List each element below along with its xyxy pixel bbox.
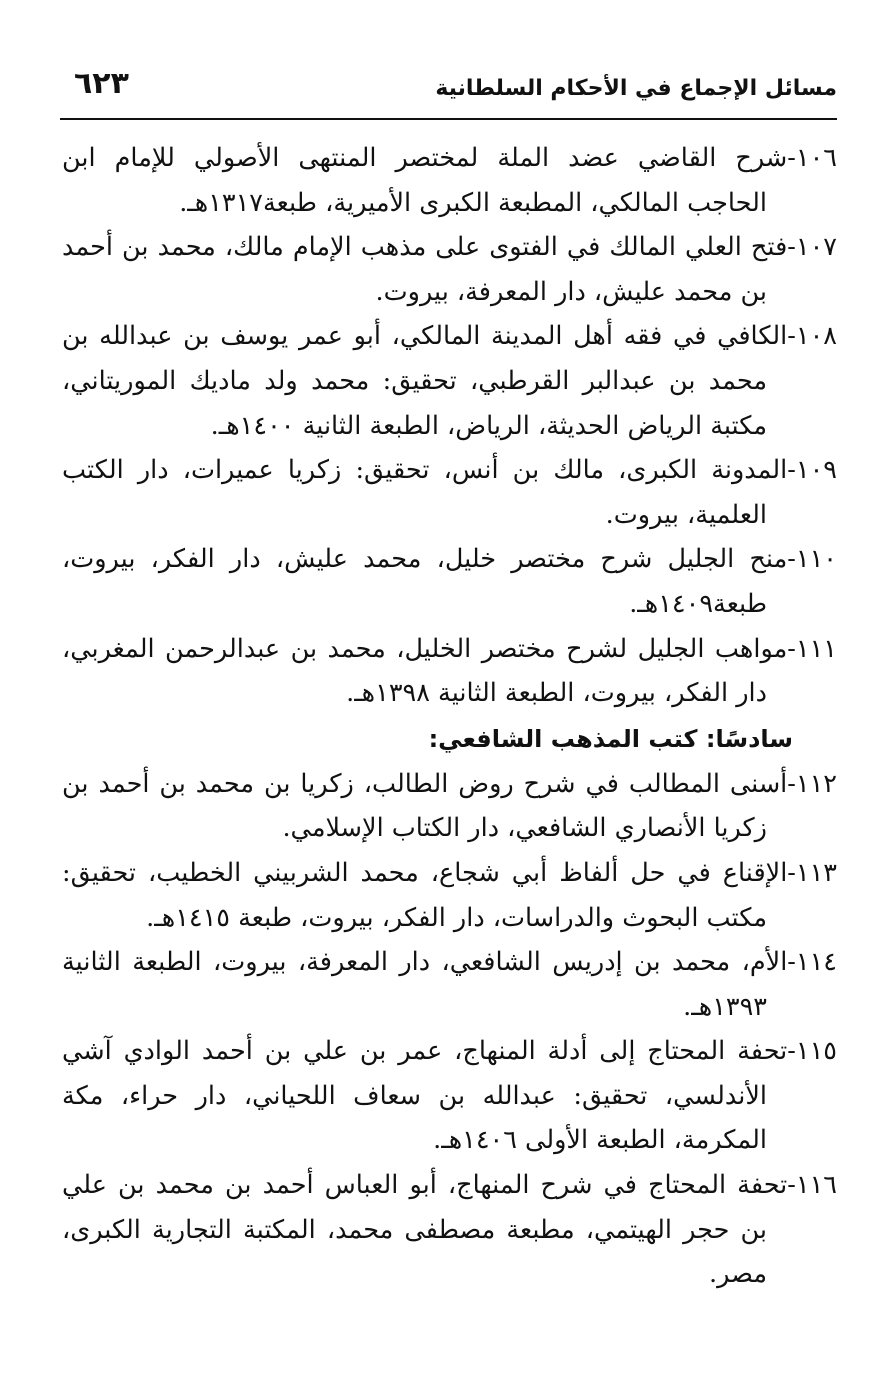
entry-number: ١١٢ (795, 768, 837, 799)
entry-number: ١١٣ (795, 857, 837, 888)
entry-text: الكافي في فقه أهل المدينة المالكي، أبو عمر يوسف بن عبدالله بن محمد بن عبدالبر القرطبي، تحقيق: محمد ولد ماديك الموريتاني، مكتبة الرياض الحديثة، الرياض، الطبعة الثانية ١٤٠٠هـ. (62, 321, 788, 441)
entry-text: مواهب الجليل لشرح مختصر الخليل، محمد بن عبدالرحمن المغربي، دار الفكر، بيروت، الطبعة الثانية ١٣٩٨هـ. (62, 633, 788, 709)
entry-number: ١١٠ (795, 544, 837, 575)
bibliography-entry: ١١٢-أسنى المطالب في شرح روض الطالب، زكريا بن محمد بن أحمد بن زكريا الأنصاري الشافعي، دار الكتاب الإسلامي. (62, 768, 837, 844)
entry-number: ١١١ (795, 633, 837, 664)
entry-text: الإقناع في حل ألفاظ أبي شجاع، محمد الشربيني الخطيب، تحقيق: مكتب البحوث والدراسات، دار الفكر، بيروت، طبعة ١٤١٥هـ. (62, 857, 788, 933)
entry-text: تحفة المحتاج في شرح المنهاج، أبو العباس أحمد بن محمد بن علي بن حجر الهيتمي، مطبعة مصطفى محمد، المكتبة التجارية الكبرى، مصر. (62, 1170, 788, 1290)
page-number: ٦٢٣ (74, 66, 129, 101)
bibliography-entry: ١٠٦-شرح القاضي عضد الملة لمختصر المنتهى الأصولي للإمام ابن الحاجب المالكي، المطبعة الكبرى الأميرية، طبعة١٣١٧هـ. (62, 143, 837, 218)
bibliography-entry: ١١٤-الأم، محمد بن إدريس الشافعي، دار المعرفة، بيروت، الطبعة الثانية ١٣٩٣هـ. (62, 947, 837, 1022)
entry-text: فتح العلي المالك في الفتوى على مذهب الإمام مالك، محمد بن أحمد بن محمد عليش، دار المعرفة، بيروت. (62, 232, 788, 307)
shafii-entries (62, 762, 837, 1297)
entry-number: ١١٦ (795, 1170, 837, 1201)
running-title: مسائل الإجماع في الأحكام السلطانية (435, 76, 837, 101)
bibliography-entry: ١٠٧-فتح العلي المالك في الفتوى على مذهب الإمام مالك، محمد بن أحمد بن محمد عليش، دار المعرفة، بيروت. (62, 232, 837, 307)
bibliography-entry: ١١٣-الإقناع في حل ألفاظ أبي شجاع، محمد الشربيني الخطيب، تحقيق: مكتب البحوث والدراسات، دار الفكر، بيروت، طبعة ١٤١٥هـ. (62, 857, 837, 933)
bibliography-entry: ١١٦-تحفة المحتاج في شرح المنهاج، أبو العباس أحمد بن محمد بن علي بن حجر الهيتمي، مطبعة مصطفى محمد، المكتبة التجارية الكبرى، مصر. (62, 1170, 837, 1290)
bibliography-entry: ١٠٨-الكافي في فقه أهل المدينة المالكي، أبو عمر يوسف بن عبدالله بن محمد بن عبدالبر القرطبي، تحقيق: محمد ولد ماديك الموريتاني، مكتبة الرياض الحديثة، الرياض، الطبعة الثانية ١٤٠٠هـ. (62, 321, 837, 441)
entry-text: المدونة الكبرى، مالك بن أنس، تحقيق: زكريا عميرات، دار الكتب العلمية، بيروت. (62, 455, 788, 530)
entry-number: ١٠٩ (795, 455, 837, 486)
entry-text: شرح القاضي عضد الملة لمختصر المنتهى الأصولي للإمام ابن الحاجب المالكي، المطبعة الكبرى الأميرية، طبعة١٣١٧هـ. (62, 143, 788, 218)
entry-number: ١٠٨ (795, 321, 837, 352)
bibliography-entry: ١١٥-تحفة المحتاج إلى أدلة المنهاج، عمر بن علي بن أحمد الوادي آشي الأندلسي، تحقيق: عبدالله بن سعاف اللحياني، دار حراء، مكة المكرمة، الطبعة الأولى ١٤٠٦هـ. (62, 1036, 837, 1156)
entry-number: ١٠٦ (795, 143, 837, 173)
maliki-entries (62, 136, 837, 716)
entry-number: ١١٤ (795, 947, 837, 978)
entry-text: منح الجليل شرح مختصر خليل، محمد عليش، دار الفكر، بيروت، طبعة١٤٠٩هـ. (62, 544, 788, 619)
entry-number: ١٠٧ (795, 232, 837, 263)
entry-text: الأم، محمد بن إدريس الشافعي، دار المعرفة، بيروت، الطبعة الثانية ١٣٩٣هـ. (62, 947, 788, 1022)
bibliography-entry: ١١٠-منح الجليل شرح مختصر خليل، محمد عليش، دار الفكر، بيروت، طبعة١٤٠٩هـ. (62, 544, 837, 619)
bibliography-list (62, 136, 837, 1297)
entry-text: تحفة المحتاج إلى أدلة المنهاج، عمر بن علي بن أحمد الوادي آشي الأندلسي، تحقيق: عبدالله بن سعاف اللحياني، دار حراء، مكة المكرمة، الطبعة الأولى ١٤٠٦هـ. (62, 1036, 788, 1156)
bibliography-entry: ١٠٩-المدونة الكبرى، مالك بن أنس، تحقيق: زكريا عميرات، دار الكتب العلمية، بيروت. (62, 455, 837, 530)
bibliography-entry: ١١١-مواهب الجليل لشرح مختصر الخليل، محمد بن عبدالرحمن المغربي، دار الفكر، بيروت، الطبعة الثانية ١٣٩٨هـ. (62, 633, 837, 709)
entry-text: أسنى المطالب في شرح روض الطالب، زكريا بن محمد بن أحمد بن زكريا الأنصاري الشافعي، دار الكتاب الإسلامي. (62, 768, 788, 844)
section-heading: سادسًا: كتب المذهب الشافعي: (428, 724, 793, 753)
running-header (60, 62, 837, 120)
entry-number: ١١٥ (795, 1036, 837, 1067)
